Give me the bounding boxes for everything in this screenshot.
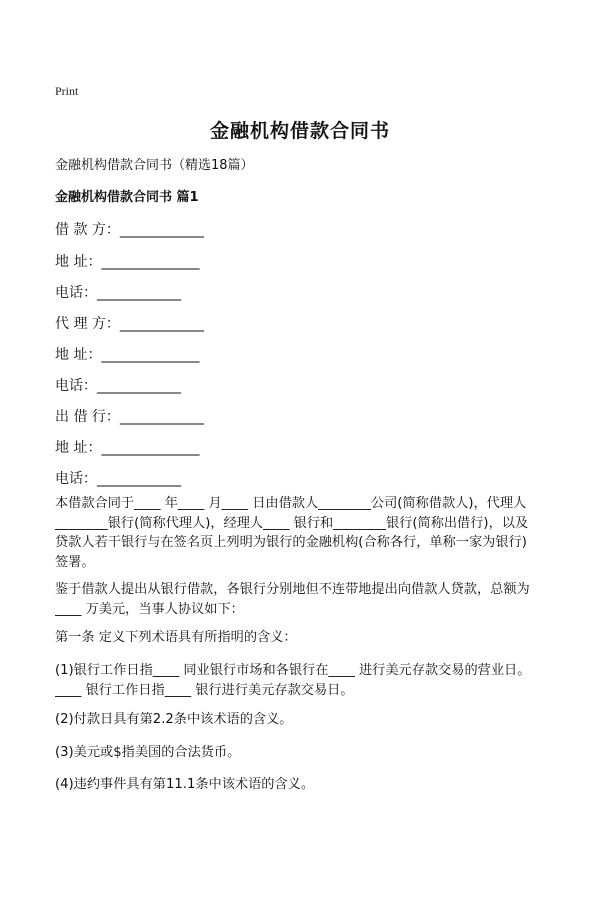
definition-3-paragraph xyxy=(55,743,547,763)
paragraph-line: (3)美元或$指美国的合法货币。 xyxy=(55,745,241,760)
lender-phone-field xyxy=(55,468,181,488)
paragraph-line: (1)银行工作日指____ 同业银行市场和各银行在____ 进行美元存款交易的营业日。 xyxy=(55,663,531,678)
field-label: 电话： xyxy=(55,471,97,487)
agent-field xyxy=(55,313,204,333)
paragraph-line: 本借款合同于____ 年____ 月____ 日由借款人________公司(简称借款人)，代理人 xyxy=(55,496,527,511)
paragraph-line: ________银行(简称代理人)，经理人____ 银行和________银行(简称出借行)，以及 xyxy=(55,515,529,531)
paragraph-line: (2)付款日具有第2.2条中该术语的含义。 xyxy=(55,712,293,727)
field-label: 借 款 方： xyxy=(55,222,120,238)
paragraph-line: ____ 银行工作日指____ 银行进行美元存款交易日。 xyxy=(55,682,354,698)
paragraph-line: 第一条 定义下列术语具有所指明的含义： xyxy=(55,630,297,645)
contract-preamble-paragraph xyxy=(55,494,547,572)
field-blank: ______________ xyxy=(101,254,200,270)
field-blank: ______________ xyxy=(101,440,200,456)
paragraph-line: (4)违约事件具有第11.1条中该术语的含义。 xyxy=(55,777,315,792)
field-label: 出 借 行： xyxy=(55,409,120,425)
lender-address-field xyxy=(55,437,199,457)
field-blank: ______________ xyxy=(101,347,200,363)
definition-1-paragraph xyxy=(55,661,547,700)
field-label: 地 址： xyxy=(55,254,102,270)
paragraph-line: 鉴于借款人提出从银行借款，各银行分别地但不连带地提出向借款人贷款，总额为 xyxy=(55,582,530,597)
paragraph-line: 贷款人若干银行与在签名页上列明为银行的金融机构(合称各行，单称一家为银行) xyxy=(55,535,527,550)
document-subtitle: 金融机构借款合同书（精选18篇） xyxy=(55,158,254,173)
field-blank: ____________ xyxy=(119,409,204,425)
definition-2-paragraph xyxy=(55,710,547,730)
field-blank: ____________ xyxy=(97,471,181,487)
agent-phone-field xyxy=(55,375,181,395)
field-blank: ____________ xyxy=(97,378,181,394)
print-label[interactable]: Print xyxy=(55,84,79,98)
field-label: 电话： xyxy=(55,285,97,301)
definition-4-paragraph xyxy=(55,775,547,795)
borrower-phone-field xyxy=(55,282,181,302)
paragraph-line: ____ 万美元，当事人协议如下： xyxy=(55,601,244,617)
field-blank: ____________ xyxy=(119,316,204,332)
borrower-address-field xyxy=(55,251,199,271)
whereas-paragraph xyxy=(55,580,547,619)
borrower-field xyxy=(55,219,204,239)
document-title: 金融机构借款合同书 xyxy=(209,120,390,142)
field-blank: ____________ xyxy=(97,285,181,301)
section-heading: 金融机构借款合同书 篇1 xyxy=(55,190,199,205)
field-label: 地 址： xyxy=(55,440,102,456)
field-blank: ____________ xyxy=(119,222,204,238)
paragraph-line: 签署。 xyxy=(55,554,95,570)
article-one-heading xyxy=(55,628,547,648)
lender-field xyxy=(55,406,204,426)
field-label: 代 理 方： xyxy=(55,316,120,332)
field-label: 地 址： xyxy=(55,347,102,363)
agent-address-field xyxy=(55,344,199,364)
field-label: 电话： xyxy=(55,378,97,394)
